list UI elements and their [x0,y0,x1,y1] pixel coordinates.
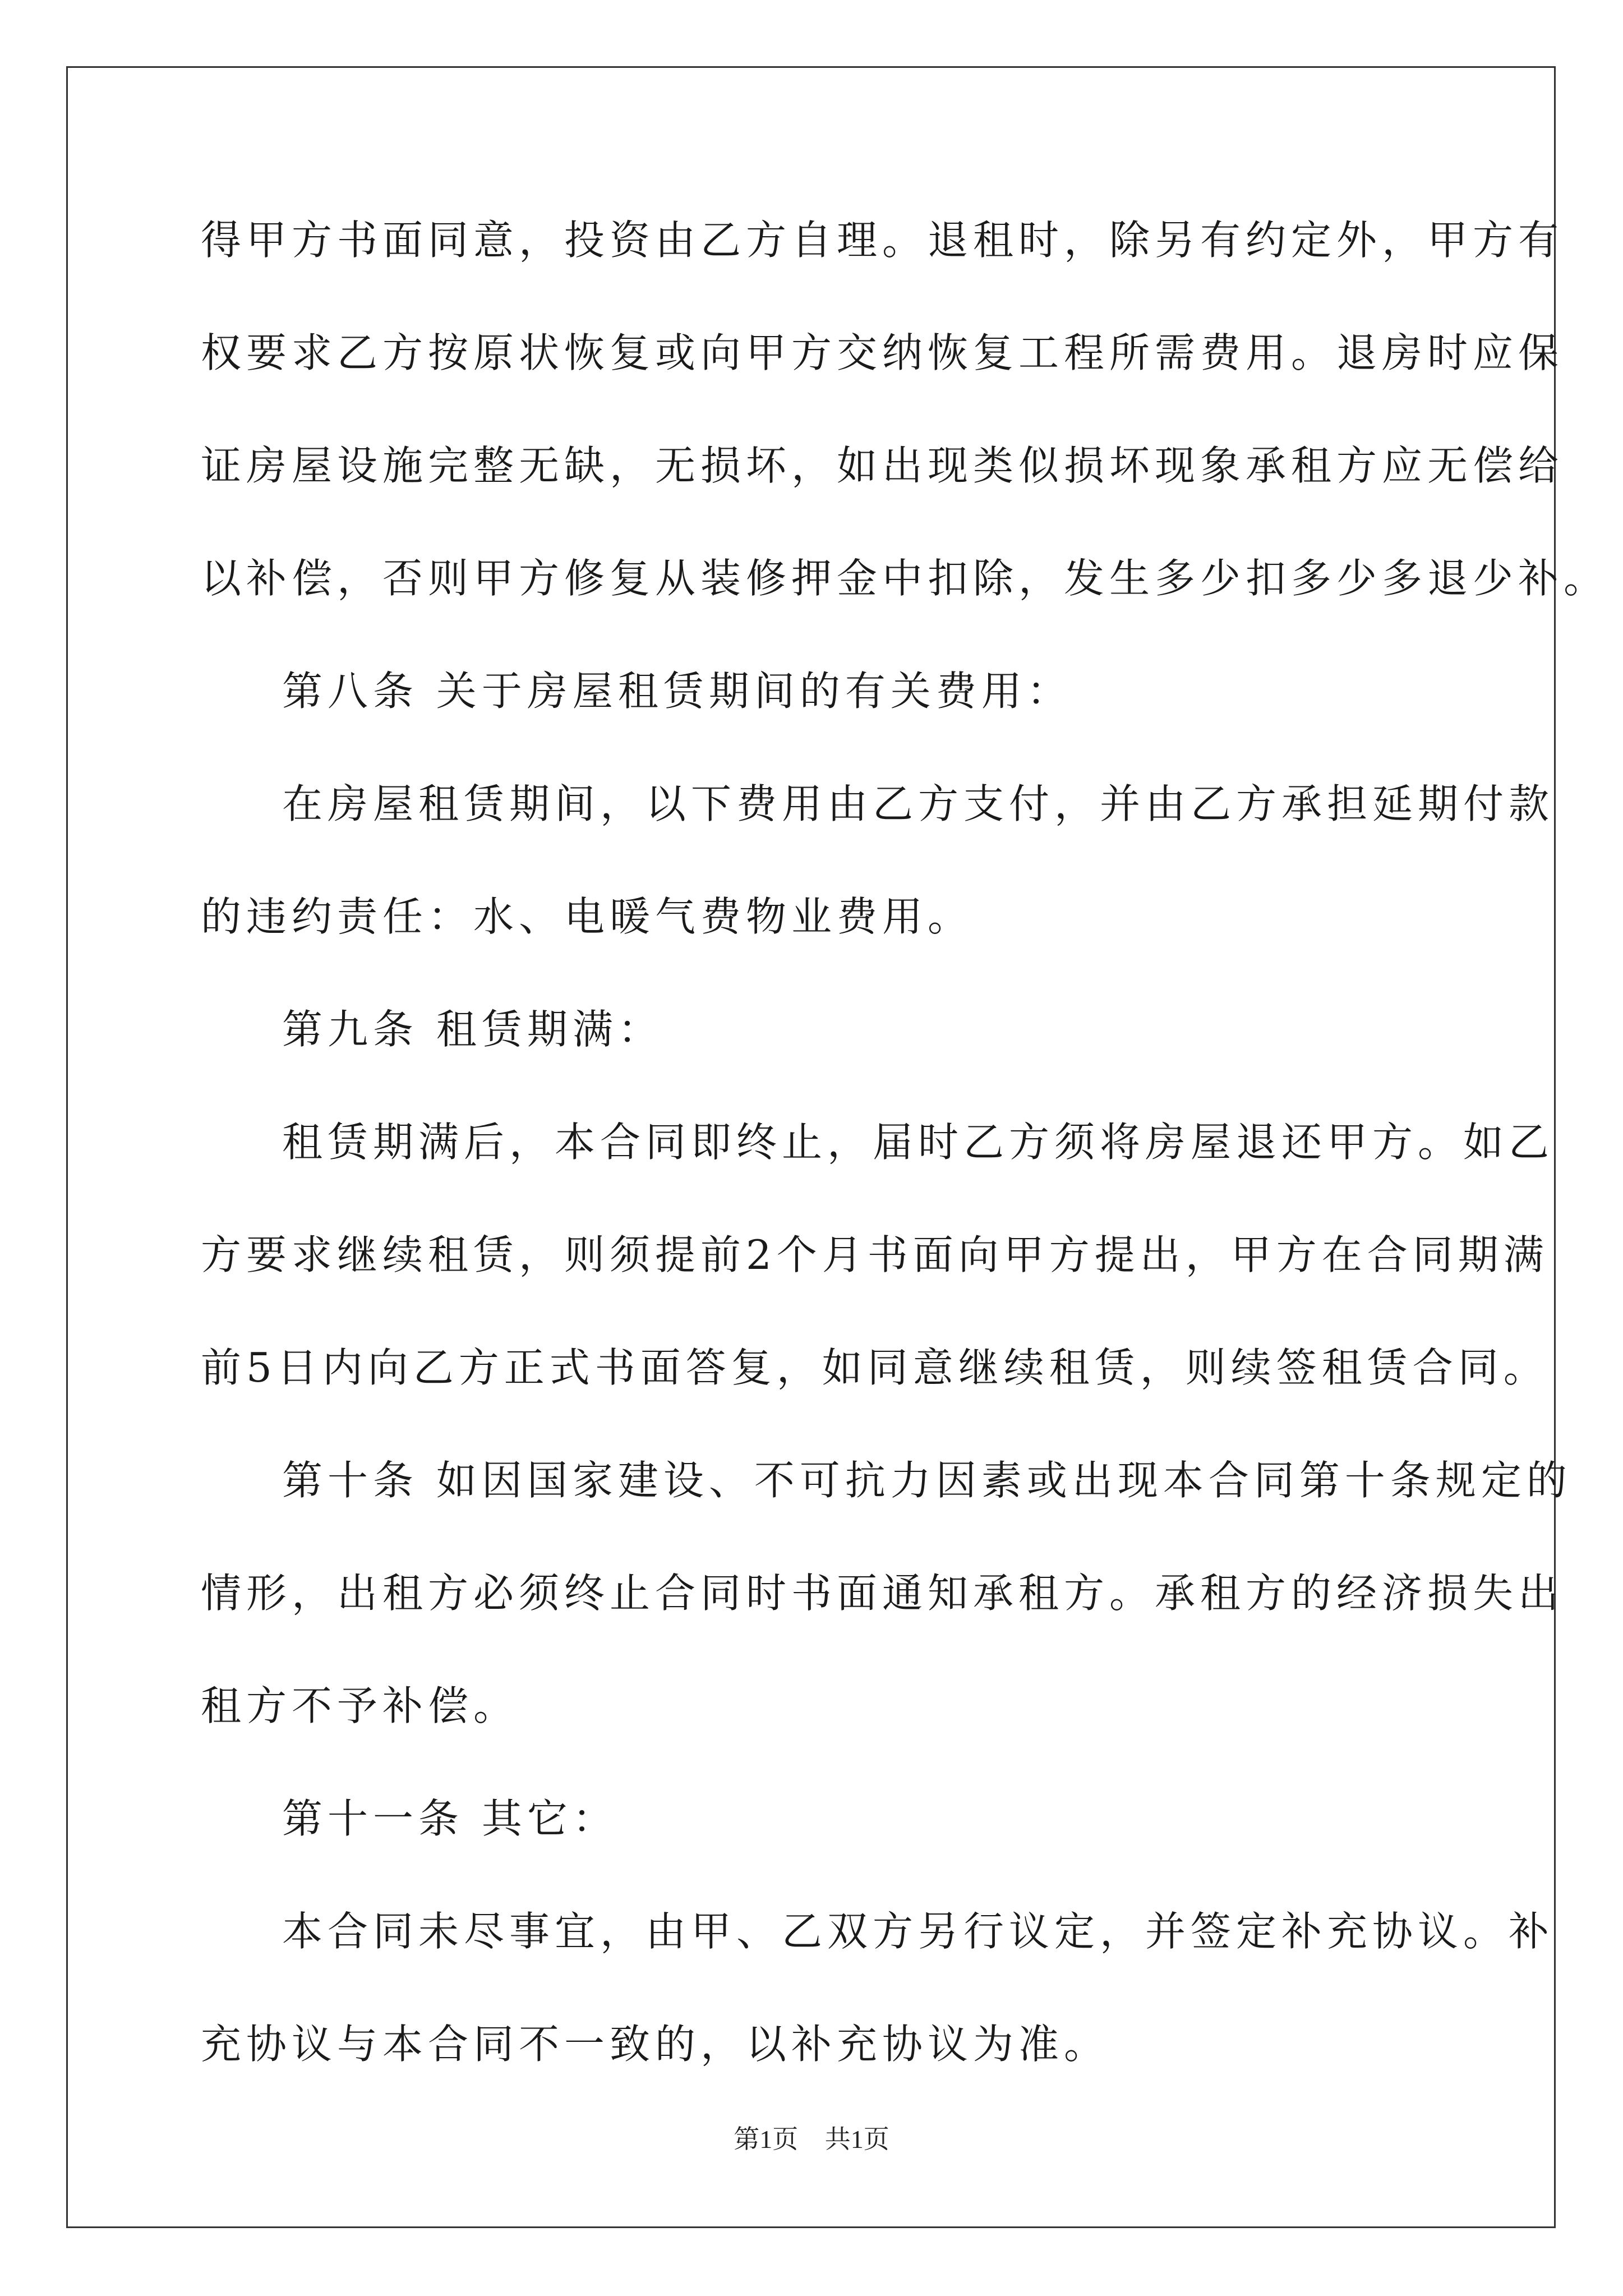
text-line: 证房屋设施完整无缺，无损坏，如出现类似损坏现象承租方应无偿给 [201,442,1564,489]
article-9-heading: 第九条 租赁期满： [282,1006,663,1053]
article-10-text: 第十条 如因国家建设、不可抗力因素或出现本合同第十条规定的 [282,1457,1572,1504]
text-line: 在房屋租赁期间，以下费用由乙方支付，并由乙方承担延期付款 [282,780,1555,827]
text-line: 得甲方书面同意，投资由乙方自理。退租时，除另有约定外，甲方有 [201,217,1564,264]
page-number-total: 共1页 [824,2125,889,2154]
text-line: 的违约责任：水、电暖气费物业费用。 [201,893,974,940]
article-8-heading: 第八条 关于房屋租赁期间的有关费用： [282,668,1072,715]
document-body [201,213,1610,2130]
text-line: 租赁期满后，本合同即终止，届时乙方须将房屋退还甲方。如乙 [282,1119,1555,1166]
text-line: 以补偿，否则甲方修复从装修押金中扣除，发生多少扣多少多退少补。 [201,555,1610,602]
text-line: 情形，出租方必须终止合同时书面通知承租方。承租方的经济损失出 [201,1570,1564,1617]
text-line: 方要求继续租赁，则须提前2个月书面向甲方提出，甲方在合同期满 [201,1231,1549,1278]
text-line: 前5日内向乙方正式书面答复，如同意继续租赁，则续签租赁合同。 [201,1344,1549,1391]
page-footer [0,2123,1623,2156]
page-number-current: 第1页 [734,2125,799,2154]
text-line: 租方不予补偿。 [201,1682,519,1729]
text-line: 本合同未尽事宜，由甲、乙双方另行议定，并签定补充协议。补 [282,1908,1555,1955]
text-line: 权要求乙方按原状恢复或向甲方交纳恢复工程所需费用。退房时应保 [201,329,1564,376]
text-line: 充协议与本合同不一致的，以补充协议为准。 [201,2021,1110,2068]
article-11-heading: 第十一条 其它： [282,1795,618,1842]
